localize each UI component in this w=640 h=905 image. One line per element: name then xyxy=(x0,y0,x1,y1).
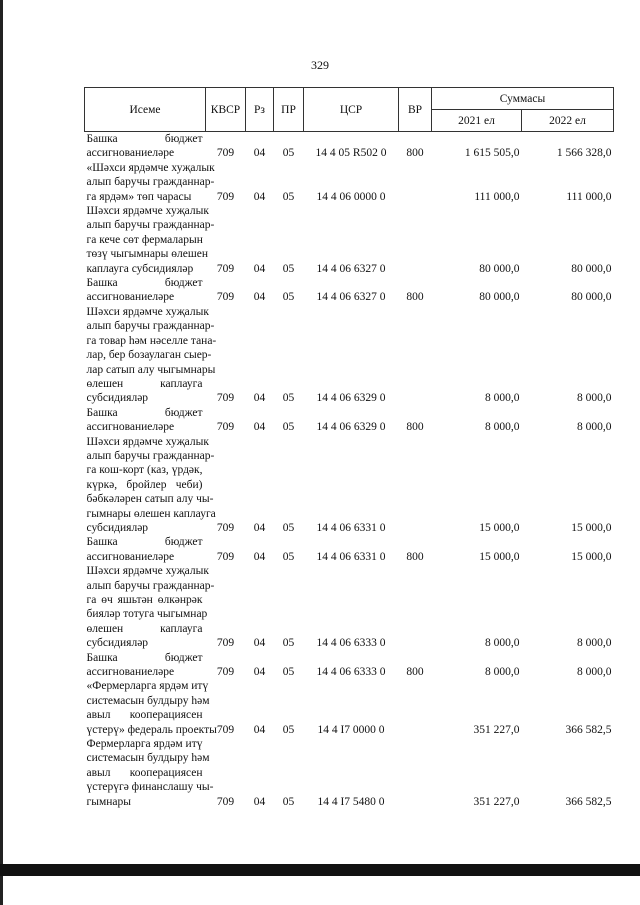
row-kvsr: 709 xyxy=(216,190,235,203)
row-name-line: ассигнованиеләре xyxy=(86,291,175,304)
row-rz: 04 xyxy=(253,291,266,304)
row-amount-2022: 8 000,0 xyxy=(577,666,612,679)
table-row xyxy=(85,435,614,536)
row-vr xyxy=(399,204,432,276)
row-name-line: алып баручы гражданнар- xyxy=(86,320,215,333)
row-name-line: үстерүгә финанслашу чы- xyxy=(86,781,214,794)
row-kvsr: 709 xyxy=(216,421,235,434)
row-name-line: алып баручы гражданнар- xyxy=(86,219,215,232)
row-name-line: Шәхси ярдәмче хуҗалык xyxy=(86,305,209,318)
row-kvsr: 709 xyxy=(216,291,235,304)
row-pr: 05 xyxy=(282,550,295,563)
row-amount-2022: 80 000,0 xyxy=(571,262,612,275)
row-amount-2022: 8 000,0 xyxy=(577,421,612,434)
row-name-line: га өч яшьтән өлкәнрәк xyxy=(86,594,203,606)
row-name-line: үстерү» федераль проекты xyxy=(86,723,217,736)
row-pr: 05 xyxy=(282,392,295,405)
row-pr: 05 xyxy=(282,637,295,650)
row-rz: 04 xyxy=(253,723,266,736)
header-kvsr: КВСР xyxy=(206,88,246,132)
row-name xyxy=(85,564,215,650)
row-name-line: гымнары өлешен каплауга xyxy=(86,507,216,520)
row-rz: 04 xyxy=(253,147,266,160)
row-csr: 14 4 I7 5480 0 xyxy=(317,795,385,808)
row-pr: 05 xyxy=(282,666,295,679)
table-row xyxy=(85,161,614,204)
row-name xyxy=(85,679,217,737)
row-name xyxy=(85,132,206,161)
row-rz: 04 xyxy=(253,521,266,534)
row-vr xyxy=(399,305,432,406)
row-name-line: га товар һәм нәселле тана- xyxy=(86,334,217,347)
row-name-line: Башка бюджет xyxy=(86,133,203,145)
row-vr: 800 xyxy=(406,666,424,679)
row-amount-2021: 15 000,0 xyxy=(479,521,520,534)
budget-table xyxy=(84,87,614,809)
header-2022: 2022 ел xyxy=(522,110,614,132)
row-csr: 14 4 06 0000 0 xyxy=(316,190,386,203)
table-row xyxy=(85,305,614,406)
row-name xyxy=(85,737,214,809)
row-rz: 04 xyxy=(253,795,266,808)
row-name-line: ассигнованиеләре xyxy=(86,550,175,563)
row-name-line: авыл кооперациясен xyxy=(86,709,203,722)
row-name-line: алып баручы гражданнар- xyxy=(86,176,215,189)
row-name xyxy=(85,406,206,435)
row-amount-2021: 80 000,0 xyxy=(479,291,520,304)
row-csr: 14 4 06 6327 0 xyxy=(316,291,386,304)
row-name-line: Фермерларга ярдәм итү xyxy=(86,738,203,751)
row-name-line: Шәхси ярдәмче хуҗалык xyxy=(86,205,209,218)
row-csr: 14 4 06 6333 0 xyxy=(316,666,386,679)
row-amount-2022: 366 582,5 xyxy=(565,723,612,736)
row-csr: 14 4 06 6329 0 xyxy=(316,392,386,405)
row-name-line: күркә, бройлер чеби) xyxy=(86,478,203,491)
row-name-line: лар, бер бозаулаган сыер- xyxy=(86,349,212,362)
row-amount-2021: 351 227,0 xyxy=(473,723,520,736)
row-amount-2021: 8 000,0 xyxy=(485,392,520,405)
row-rz: 04 xyxy=(253,550,266,563)
scan-left-edge xyxy=(0,0,3,905)
row-amount-2021: 8 000,0 xyxy=(485,637,520,650)
row-amount-2022: 8 000,0 xyxy=(577,392,612,405)
row-kvsr: 709 xyxy=(216,550,235,563)
row-name-line: бәбкәләрен сатып алу чы- xyxy=(86,493,214,506)
row-vr xyxy=(399,679,432,737)
table-row xyxy=(85,564,614,650)
header-pr: ПР xyxy=(274,88,304,132)
row-rz: 04 xyxy=(253,262,266,275)
row-name-line: авыл кооперациясен xyxy=(86,766,203,779)
row-vr: 800 xyxy=(406,421,424,434)
row-vr xyxy=(399,564,432,650)
header-sums: Суммасы xyxy=(432,88,614,110)
row-name-line: га ярдәм» төп чарасы xyxy=(86,190,192,203)
row-amount-2022: 111 000,0 xyxy=(566,190,612,203)
header-csr: ЦСР xyxy=(304,88,399,132)
row-csr: 14 4 I7 0000 0 xyxy=(317,723,385,736)
header-2021: 2021 ел xyxy=(432,110,522,132)
row-vr: 800 xyxy=(406,550,424,563)
row-name-line: субсидияләр xyxy=(86,637,149,650)
header-rz: Рз xyxy=(246,88,274,132)
row-amount-2022: 15 000,0 xyxy=(571,550,612,563)
row-pr: 05 xyxy=(282,147,295,160)
row-csr: 14 4 06 6333 0 xyxy=(316,637,386,650)
row-kvsr: 709 xyxy=(216,521,235,534)
row-pr: 05 xyxy=(282,795,295,808)
row-name-line: Шәхси ярдәмче хуҗалык xyxy=(86,435,209,448)
row-rz: 04 xyxy=(253,392,266,405)
row-amount-2021: 8 000,0 xyxy=(485,421,520,434)
table-row xyxy=(85,535,614,564)
row-name-line: «Фермерларга ярдәм итү xyxy=(86,680,209,693)
row-name-line: субсидияләр xyxy=(86,392,149,405)
row-name xyxy=(85,276,206,305)
row-name-line: гымнары xyxy=(86,795,131,808)
row-name xyxy=(85,161,215,204)
row-name-line: ассигнованиеләре xyxy=(86,666,175,679)
row-amount-2021: 80 000,0 xyxy=(479,262,520,275)
table-row xyxy=(85,132,614,161)
row-name-line: Шәхси ярдәмче хуҗалык xyxy=(86,565,209,578)
row-kvsr: 709 xyxy=(216,262,235,275)
row-rz: 04 xyxy=(253,637,266,650)
table-row xyxy=(85,651,614,680)
row-kvsr: 709 xyxy=(216,392,235,405)
row-name-line: га кечe сөт фермаларын xyxy=(86,233,203,246)
row-name-line: системасын булдыру һәм xyxy=(86,694,210,707)
page-number: 329 xyxy=(311,58,329,72)
row-vr: 800 xyxy=(406,291,424,304)
row-amount-2022: 8 000,0 xyxy=(577,637,612,650)
row-rz: 04 xyxy=(253,421,266,434)
row-name-line: системасын булдыру һәм xyxy=(86,752,210,765)
row-name xyxy=(85,535,206,564)
row-name-line: өлешен каплауга xyxy=(86,377,203,390)
row-name-line: каплауга субсидияләр xyxy=(86,262,194,275)
row-amount-2021: 15 000,0 xyxy=(479,550,520,563)
table-row xyxy=(85,204,614,276)
row-vr xyxy=(399,161,432,204)
row-amount-2021: 8 000,0 xyxy=(485,666,520,679)
table-row xyxy=(85,406,614,435)
row-name-line: субсидияләр xyxy=(86,521,149,534)
row-amount-2022: 80 000,0 xyxy=(571,291,612,304)
row-rz: 04 xyxy=(253,190,266,203)
row-name-line: Башка бюджет xyxy=(86,536,203,549)
row-vr: 800 xyxy=(406,147,424,160)
scan-bottom-bar xyxy=(0,864,640,876)
row-pr: 05 xyxy=(282,521,295,534)
row-pr: 05 xyxy=(282,291,295,304)
row-name-line: бияләр тотуга чыгымнар xyxy=(86,608,208,621)
row-kvsr: 709 xyxy=(216,637,235,650)
row-name xyxy=(85,651,206,680)
row-name-line: «Шәхси ярдәмче хуҗалык xyxy=(86,161,215,174)
row-csr: 14 4 05 R502 0 xyxy=(315,147,387,160)
row-amount-2021: 111 000,0 xyxy=(474,190,520,203)
row-name xyxy=(85,204,215,276)
row-name xyxy=(85,435,216,536)
row-amount-2021: 1 615 505,0 xyxy=(464,147,520,160)
row-csr: 14 4 06 6329 0 xyxy=(316,421,386,434)
row-kvsr: 709 xyxy=(216,795,235,808)
row-csr: 14 4 06 6331 0 xyxy=(316,521,386,534)
row-vr xyxy=(399,435,432,536)
row-name-line: өлешен каплауга xyxy=(86,622,203,635)
table-body xyxy=(85,132,614,810)
row-csr: 14 4 06 6331 0 xyxy=(316,550,386,563)
row-name-line: ассигнованиеләре xyxy=(86,421,175,434)
row-name-line: алып баручы гражданнар- xyxy=(86,579,215,592)
row-amount-2022: 15 000,0 xyxy=(571,521,612,534)
row-amount-2021: 351 227,0 xyxy=(473,795,520,808)
header-vr: ВР xyxy=(399,88,432,132)
row-name-line: лар сатып алу чыгымнары xyxy=(86,363,216,376)
row-amount-2022: 1 566 328,0 xyxy=(556,147,612,160)
row-amount-2022: 366 582,5 xyxy=(565,795,612,808)
table-row xyxy=(85,737,614,809)
row-pr: 05 xyxy=(282,723,295,736)
row-kvsr: 709 xyxy=(216,723,235,736)
row-name-line: алып баручы гражданнар- xyxy=(86,449,215,462)
table-row xyxy=(85,679,614,737)
row-name-line: төзү чыгымнары өлешен xyxy=(86,248,208,261)
row-csr: 14 4 06 6327 0 xyxy=(316,262,386,275)
row-name-line: Башка бюджет xyxy=(86,651,203,664)
row-pr: 05 xyxy=(282,262,295,275)
row-name-line: га кош-корт (каз, үрдәк, xyxy=(86,464,203,477)
row-name-line: Башка бюджет xyxy=(86,406,203,419)
header-name: Исеме xyxy=(85,88,206,132)
row-rz: 04 xyxy=(253,666,266,679)
row-kvsr: 709 xyxy=(216,147,235,160)
row-vr xyxy=(399,737,432,809)
row-pr: 05 xyxy=(282,190,295,203)
row-kvsr: 709 xyxy=(216,666,235,679)
row-pr: 05 xyxy=(282,421,295,434)
row-name-line: ассигнованиеләре xyxy=(86,147,175,160)
table-row xyxy=(85,276,614,305)
row-name-line: Башка бюджет xyxy=(86,277,203,290)
row-name xyxy=(85,305,217,406)
